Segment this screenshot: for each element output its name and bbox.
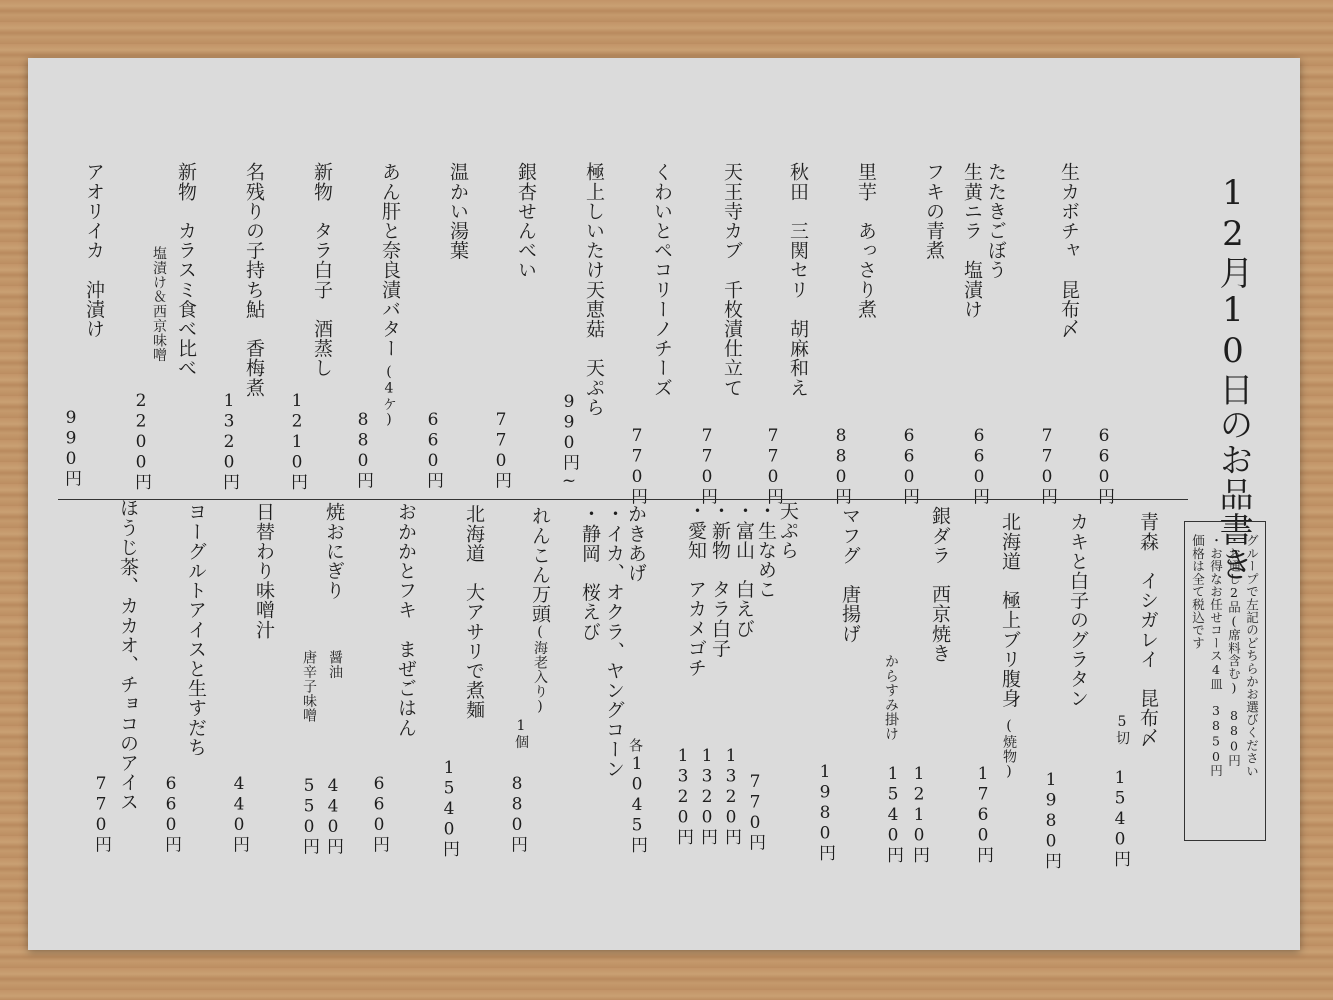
menu-item-price: 1980円 <box>1041 770 1061 870</box>
menu-item-note: (焼物) <box>1001 718 1017 780</box>
menu-item-qty: 1個 <box>513 718 529 749</box>
menu-item-name: 新物 タラ白子 酒蒸し <box>311 162 333 378</box>
page-title: 12月10日のお品書き <box>1213 173 1253 582</box>
menu-item-name: れんこん万頭 <box>529 506 551 624</box>
menu-item-note: (海老入り) <box>532 624 548 715</box>
menu-item-price: 990円~ <box>559 392 579 492</box>
menu-item-price: 440円 <box>323 776 343 855</box>
menu-item-price: 660円 <box>969 426 989 505</box>
option-label: 唐辛子味噌 <box>301 650 317 723</box>
menu-item-price: 1045円 <box>627 754 647 854</box>
menu-item-price: 660円 <box>423 410 443 489</box>
menu-item-name: 銀ダラ 西京焼き <box>929 506 951 663</box>
menu-item-price: 1320円 <box>721 746 741 846</box>
menu-item-price: 1210円 <box>287 391 307 491</box>
menu-item-price: 770円 <box>763 426 783 505</box>
notice-box <box>1184 521 1266 841</box>
menu-item-name: アオリイカ 沖漬け <box>83 162 105 339</box>
menu-item-price: 990円 <box>61 408 81 487</box>
menu-item-price: 1760円 <box>973 764 993 864</box>
menu-item-price: 1320円 <box>673 746 693 846</box>
notice-line: ・お得なお任せコース4皿 3850円 <box>1208 534 1224 777</box>
menu-item-name: 新物 カラスミ食べ比べ <box>175 162 197 378</box>
tempura-heading: 天ぷら <box>777 501 799 560</box>
menu-item-name: 天王寺カブ 千枚漬仕立て <box>721 162 743 398</box>
menu-item-name: おかかとフキ まぜごはん <box>395 502 417 738</box>
menu-item-name: 日替わり味噌汁 <box>253 502 275 640</box>
menu-item-price: 1210円 <box>909 764 929 864</box>
option-label: 醤油 <box>327 650 343 679</box>
menu-item-price: 1540円 <box>439 758 459 858</box>
tempura-line: ・生なめこ <box>755 501 777 599</box>
menu-item-name: 北海道 大アサリで煮麺 <box>463 504 485 720</box>
price-note: からすみ掛け <box>883 654 899 741</box>
menu-item-price: 770円 <box>745 772 765 851</box>
menu-item-name: ヨーグルトアイスと生すだち <box>185 502 207 757</box>
menu-item-name: たたきごぼう <box>985 162 1007 280</box>
menu-item-name: 銀杏せんべい <box>515 162 537 280</box>
menu-item-name: 里芋 あっさり煮 <box>855 162 877 319</box>
menu-item-name: ほうじ茶、カカオ、チョコのアイス <box>117 498 139 812</box>
menu-item-price: 660円 <box>369 774 389 853</box>
tempura-line: ・富山 白えび <box>733 501 755 639</box>
menu-item-price: 770円 <box>491 410 511 489</box>
menu-item-price: 770円 <box>91 774 111 853</box>
menu-item-name: 青森 イシガレイ 昆布〆 <box>1137 512 1159 748</box>
menu-item-name: 北海道 極上ブリ腹身 <box>999 512 1021 708</box>
menu-item-name: マフグ 唐揚げ <box>839 506 861 644</box>
menu-item-name: 焼おにぎり <box>323 502 345 600</box>
menu-item-name: 秋田 三関セリ 胡麻和え <box>787 162 809 398</box>
menu-item-price: 770円 <box>697 426 717 505</box>
menu-item-name: 温かい湯葉 <box>447 162 469 260</box>
menu-item-price: 770円 <box>1037 426 1057 505</box>
menu-item-price: 2200円 <box>131 391 151 491</box>
menu-item-name: カキと白子のグラタン <box>1067 512 1089 708</box>
menu-item-price: 880円 <box>507 774 527 853</box>
price-note: 各 <box>627 738 643 753</box>
section-divider <box>58 499 1188 500</box>
menu-item-name: くわいとペコリーノチーズ <box>651 162 673 398</box>
menu-item-price: 550円 <box>299 776 319 855</box>
menu-item-price: 1320円 <box>697 746 717 846</box>
menu-sheet <box>28 58 1300 950</box>
kakiage-line: ・イカ、オクラ、ヤングコーン <box>603 504 625 779</box>
menu-item-price: 880円 <box>353 410 373 489</box>
kakiage-line: ・静岡 桜えび <box>579 504 601 642</box>
menu-item-name: 生カボチャ 昆布〆 <box>1058 162 1080 339</box>
menu-item-name: フキの青煮 <box>923 162 945 260</box>
kakiage-heading: かきあげ <box>625 504 647 583</box>
menu-item-price: 770円 <box>627 426 647 505</box>
menu-item-note: (4ケ) <box>381 364 397 428</box>
menu-item-price: 1980円 <box>815 762 835 862</box>
menu-item-price: 1320円 <box>219 391 239 491</box>
menu-item-price: 660円 <box>899 426 919 505</box>
menu-item-price: 660円 <box>161 774 181 853</box>
menu-item-price: 1540円 <box>1110 768 1130 868</box>
notice-line: 価格は全て税込です <box>1190 534 1206 650</box>
notice-line: ・お通し2品(席料含む) 880円 <box>1226 534 1242 767</box>
menu-item-name: あん肝と奈良漬バター <box>379 162 401 358</box>
notice-line: グループで左記のどちらかお選びください <box>1244 534 1260 778</box>
menu-item-note: 5切 <box>1114 714 1130 745</box>
menu-item-price: 660円 <box>1094 426 1114 505</box>
menu-item-price: 880円 <box>831 426 851 505</box>
menu-item-name: 生黄ニラ 塩漬け <box>961 162 983 319</box>
menu-item-name: 名残りの子持ち鮎 香梅煮 <box>243 162 265 398</box>
menu-item-name: 極上しいたけ天恵菇 天ぷら <box>583 162 605 417</box>
menu-item-price: 1540円 <box>883 764 903 864</box>
tempura-line: ・愛知 アカメゴチ <box>685 501 707 678</box>
menu-item-note: 塩漬け＆西京味噌 <box>151 246 167 362</box>
tempura-line: ・新物 タラ白子 <box>709 501 731 658</box>
menu-item-price: 440円 <box>229 774 249 853</box>
